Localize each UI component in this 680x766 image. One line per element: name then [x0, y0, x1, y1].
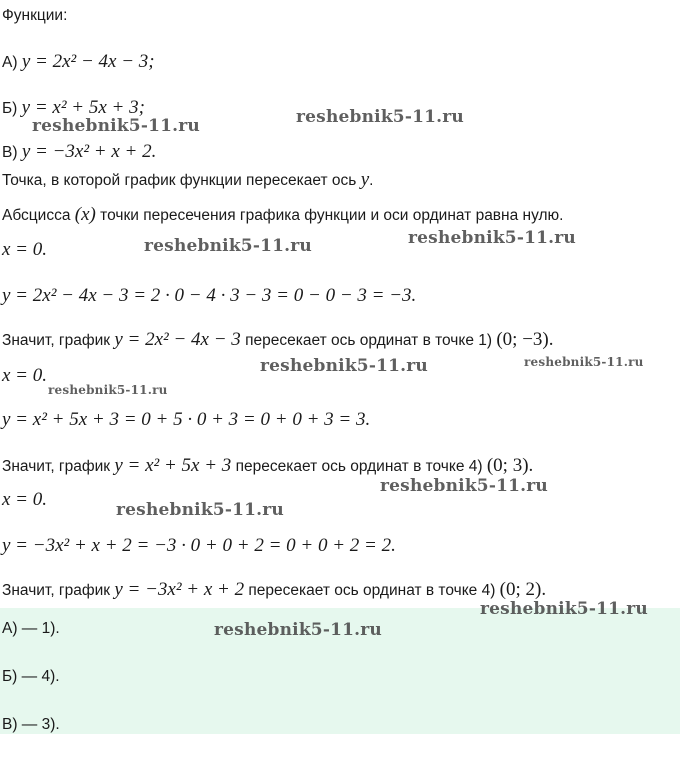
abscissa-post: точки пересечения графика функции и оси ординат равна нулю. — [95, 207, 564, 224]
conclusion-pre: Значит, график — [2, 332, 115, 349]
task-end: . — [369, 172, 374, 189]
x-equals-zero — [2, 240, 47, 261]
x-equals-zero — [2, 490, 47, 511]
watermark: reshebnik5-11.ru — [524, 355, 644, 369]
conclusion-point: (0; 2). — [499, 579, 547, 600]
function-a — [2, 52, 155, 73]
calc-text: y = −3x² + x + 2 = −3 · 0 + 0 + 2 = 0 + 0 + 2 = 2. — [2, 535, 396, 556]
conclusion-formula: y = −3x² + x + 2 — [114, 579, 245, 600]
conclusion-mid: пересекает ось ординат в точке 4) — [244, 582, 500, 599]
function-label: В) — [2, 144, 22, 161]
abscissa-var: (x) — [74, 204, 96, 225]
conclusion-formula: y = 2x² − 4x − 3 — [114, 329, 241, 350]
watermark: reshebnik5-11.ru — [296, 107, 464, 127]
function-label: Б) — [2, 100, 22, 117]
conclusion — [2, 580, 546, 601]
function-formula: y = x² + 5x + 3; — [21, 97, 145, 118]
watermark: reshebnik5-11.ru — [116, 500, 284, 520]
x-line: x = 0. — [2, 489, 48, 510]
conclusion — [2, 330, 554, 351]
answer-a: А) — 1). — [2, 620, 60, 637]
conclusion-mid: пересекает ось ординат в точке 4) — [231, 458, 487, 475]
x-equals-zero — [2, 366, 47, 387]
watermark: reshebnik5-11.ru — [380, 476, 548, 496]
function-formula: y = 2x² − 4x − 3; — [21, 51, 155, 72]
conclusion-pre: Значит, график — [2, 582, 115, 599]
heading: Функции: — [2, 7, 68, 24]
calculation — [2, 536, 396, 557]
watermark: reshebnik5-11.ru — [144, 236, 312, 256]
function-label: А) — [2, 54, 22, 71]
abscissa-pre: Абсцисса — [2, 207, 75, 224]
abscissa-statement — [2, 205, 563, 226]
answer-b: Б) — 4). — [2, 668, 60, 685]
function-c — [2, 142, 156, 163]
conclusion-point: (0; 3). — [486, 455, 534, 476]
task-var: y — [360, 169, 370, 190]
calc-text: y = 2x² − 4x − 3 = 2 · 0 − 4 · 3 − 3 = 0 − 0 − 3 = −3. — [2, 285, 417, 306]
watermark: reshebnik5-11.ru — [32, 116, 200, 136]
x-line: x = 0. — [2, 239, 48, 260]
calc-text: y = x² + 5x + 3 = 0 + 5 · 0 + 3 = 0 + 0 + 3 = 3. — [2, 409, 371, 430]
watermark: reshebnik5-11.ru — [214, 620, 382, 640]
calculation — [2, 286, 416, 307]
conclusion-mid: пересекает ось ординат в точке 1) — [240, 332, 497, 349]
x-line: x = 0. — [2, 365, 48, 386]
conclusion-point: (0; −3). — [496, 329, 554, 350]
conclusion — [2, 456, 533, 477]
task-text: Точка, в которой график функции пересекает ось — [2, 172, 361, 189]
conclusion-formula: y = x² + 5x + 3 — [114, 455, 232, 476]
answer-c: В) — 3). — [2, 716, 60, 733]
watermark: reshebnik5-11.ru — [480, 599, 648, 619]
watermark: reshebnik5-11.ru — [260, 356, 428, 376]
watermark: reshebnik5-11.ru — [48, 383, 168, 397]
conclusion-pre: Значит, график — [2, 458, 115, 475]
task-statement — [2, 170, 373, 191]
calculation — [2, 410, 370, 431]
function-formula: y = −3x² + x + 2. — [21, 141, 157, 162]
watermark: reshebnik5-11.ru — [408, 228, 576, 248]
